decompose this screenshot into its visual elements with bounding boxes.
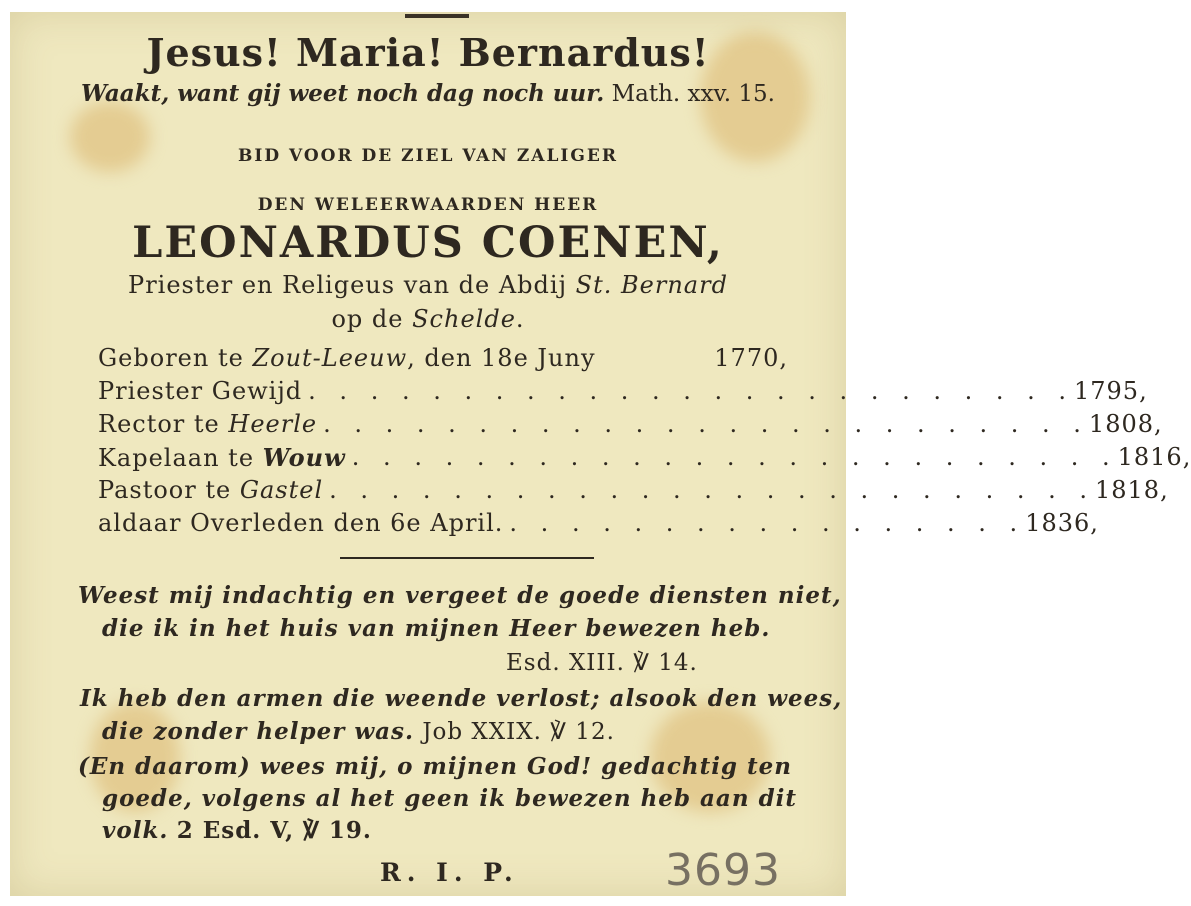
timeline-year: 1795, bbox=[1074, 377, 1148, 405]
quote-2-reference: Job XXIX. ℣ 12. bbox=[422, 719, 615, 745]
rip-closing: R. I. P. bbox=[380, 858, 519, 887]
description-line-2 bbox=[10, 305, 846, 333]
quote-2-text: die zonder helper was. bbox=[102, 718, 415, 745]
timeline-row bbox=[98, 410, 1163, 443]
verse-reference: Math. xxv. 15. bbox=[611, 81, 775, 107]
leader-dots: . . . . . . . . . . . . . . . . . . . . . . . . . bbox=[323, 410, 1089, 438]
description-line-1 bbox=[10, 271, 846, 299]
leader-dots: . . . . . . . . . . . . . . . . . . . . . . . . . bbox=[308, 377, 1074, 405]
timeline-label: Geboren te Zout-Leeuw, den 18e Juny bbox=[98, 344, 596, 372]
leader-dots: . . . . . . . . . . . . . . . . . . . . . . . . . bbox=[329, 476, 1095, 504]
quote-1-line-2: die ik in het huis van mijnen Heer bewezen heb. bbox=[102, 615, 771, 642]
opening-verse bbox=[10, 80, 846, 107]
timeline-year: 1836, bbox=[1025, 509, 1099, 537]
memorial-card bbox=[10, 12, 1191, 896]
punctuation: . bbox=[515, 305, 525, 333]
timeline-label: Rector te Heerle bbox=[98, 410, 318, 438]
quote-3-line-3 bbox=[102, 817, 372, 844]
verse-text: Waakt, want gij weet noch dag noch uur. bbox=[81, 80, 605, 107]
place-name: Schelde bbox=[412, 305, 516, 333]
leader-dots: . . . . . . . . . . . . . . . . . bbox=[509, 509, 1026, 537]
leader-dots: . . . . . . . . . . . . . . . . . . . . . . . . . bbox=[351, 443, 1118, 471]
timeline-year: 1816, bbox=[1117, 443, 1191, 471]
timeline-year: 1818, bbox=[1094, 476, 1169, 504]
quote-3-text: volk. bbox=[102, 817, 169, 844]
life-timeline bbox=[98, 344, 1191, 542]
handwritten-number: 3693 bbox=[665, 845, 781, 896]
timeline-row bbox=[98, 509, 1099, 542]
quote-3-reference: 2 Esd. V, ℣ 19. bbox=[176, 817, 372, 844]
timeline-row bbox=[98, 476, 1169, 509]
timeline-label: Priester Gewijd bbox=[98, 377, 303, 405]
honorific: DEN WELEERWAARDEN HEER bbox=[257, 195, 599, 215]
timeline-row bbox=[98, 344, 788, 377]
leader-dots bbox=[596, 344, 715, 377]
deceased-name: LEONARDUS COENEN, bbox=[132, 218, 724, 268]
timeline-year: 1808, bbox=[1088, 410, 1163, 438]
quote-2-line-1: Ik heb den armen die weende verlost; alsook den wees, bbox=[80, 685, 843, 712]
quote-1-line-1: Weest mij indachtig en vergeet de goede diensten niet, bbox=[78, 582, 842, 609]
timeline-row bbox=[98, 377, 1148, 410]
quote-2-line-2 bbox=[102, 718, 615, 745]
description-text: op de bbox=[331, 305, 404, 333]
card-title: Jesus! Maria! Bernardus! bbox=[146, 30, 710, 75]
top-rule bbox=[405, 14, 469, 18]
prayer-line: BID VOOR DE ZIEL VAN ZALIGER bbox=[238, 146, 618, 166]
timeline-label: aldaar Overleden den 6e April. bbox=[98, 509, 504, 537]
abbey-name: St. Bernard bbox=[575, 271, 728, 299]
quote-3-line-1: (En daarom) wees mij, o mijnen God! gedachtig ten bbox=[78, 753, 793, 780]
timeline-label: Kapelaan te Wouw bbox=[98, 443, 346, 472]
divider-rule bbox=[340, 557, 594, 559]
description-text: Priester en Religeus van de Abdij bbox=[128, 271, 568, 299]
timeline-row bbox=[98, 443, 1191, 476]
quote-3-line-2: goede, volgens al het geen ik bewezen heb aan dit bbox=[102, 785, 798, 812]
quote-1-reference: Esd. XIII. ℣ 14. bbox=[506, 650, 698, 676]
timeline-label: Pastoor te Gastel bbox=[98, 476, 324, 504]
timeline-year: 1770, bbox=[714, 344, 788, 372]
